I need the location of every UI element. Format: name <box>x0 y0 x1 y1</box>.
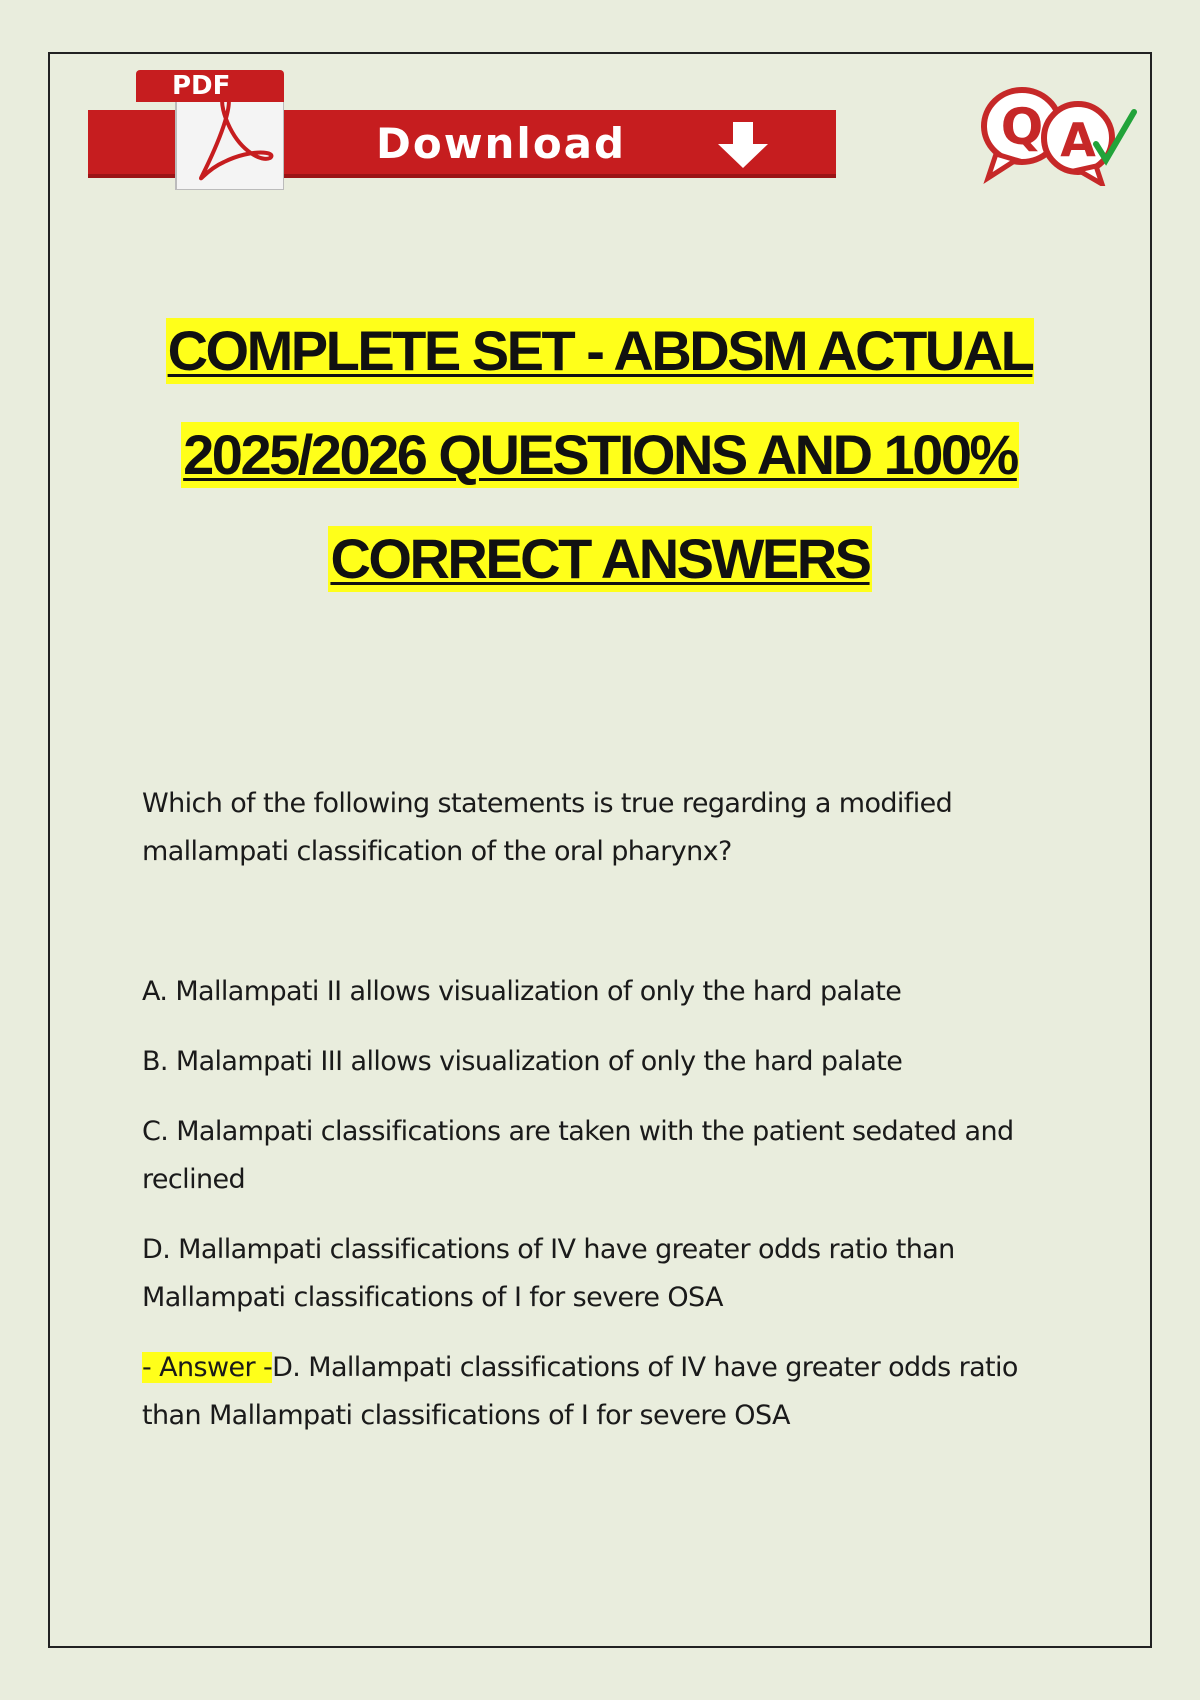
title-line-2: 2025/2026 QUESTIONS AND 100% <box>183 423 1017 486</box>
option-b: B. Malampati III allows visualization of only the hard palate <box>142 1046 903 1077</box>
pdf-download-banner[interactable] <box>88 62 836 190</box>
qa-logo-icon <box>978 82 1138 186</box>
document-title <box>100 318 1100 630</box>
answer <box>142 1344 1042 1440</box>
logo-q: Q <box>1000 98 1044 156</box>
answer-label: - Answer - <box>142 1352 273 1383</box>
arrow-down-icon <box>714 120 772 170</box>
option-a: A. Mallampati II allows visualization of only the hard palate <box>142 976 902 1007</box>
option-d: D. Mallampati classifications of IV have greater odds ratio than Mallampati classifications of I for severe OSA <box>142 1234 955 1313</box>
title-line-1: COMPLETE SET - ABDSM ACTUAL <box>167 319 1033 382</box>
title-line-3: CORRECT ANSWERS <box>330 527 870 590</box>
option-c: C. Malampati classifications are taken with the patient sedated and reclined <box>142 1116 1014 1195</box>
pdf-icon <box>132 66 284 190</box>
download-label[interactable]: Download <box>376 119 627 168</box>
answer-text: D. Mallampati classifications of IV have greater odds ratio than Mallampati classifications of I for severe OSA <box>142 1352 1018 1431</box>
logo-a: A <box>1060 113 1096 167</box>
pdf-label: PDF <box>136 70 284 102</box>
question-text: Which of the following statements is true regarding a modified mallampati classification of the oral pharynx? <box>142 788 953 867</box>
